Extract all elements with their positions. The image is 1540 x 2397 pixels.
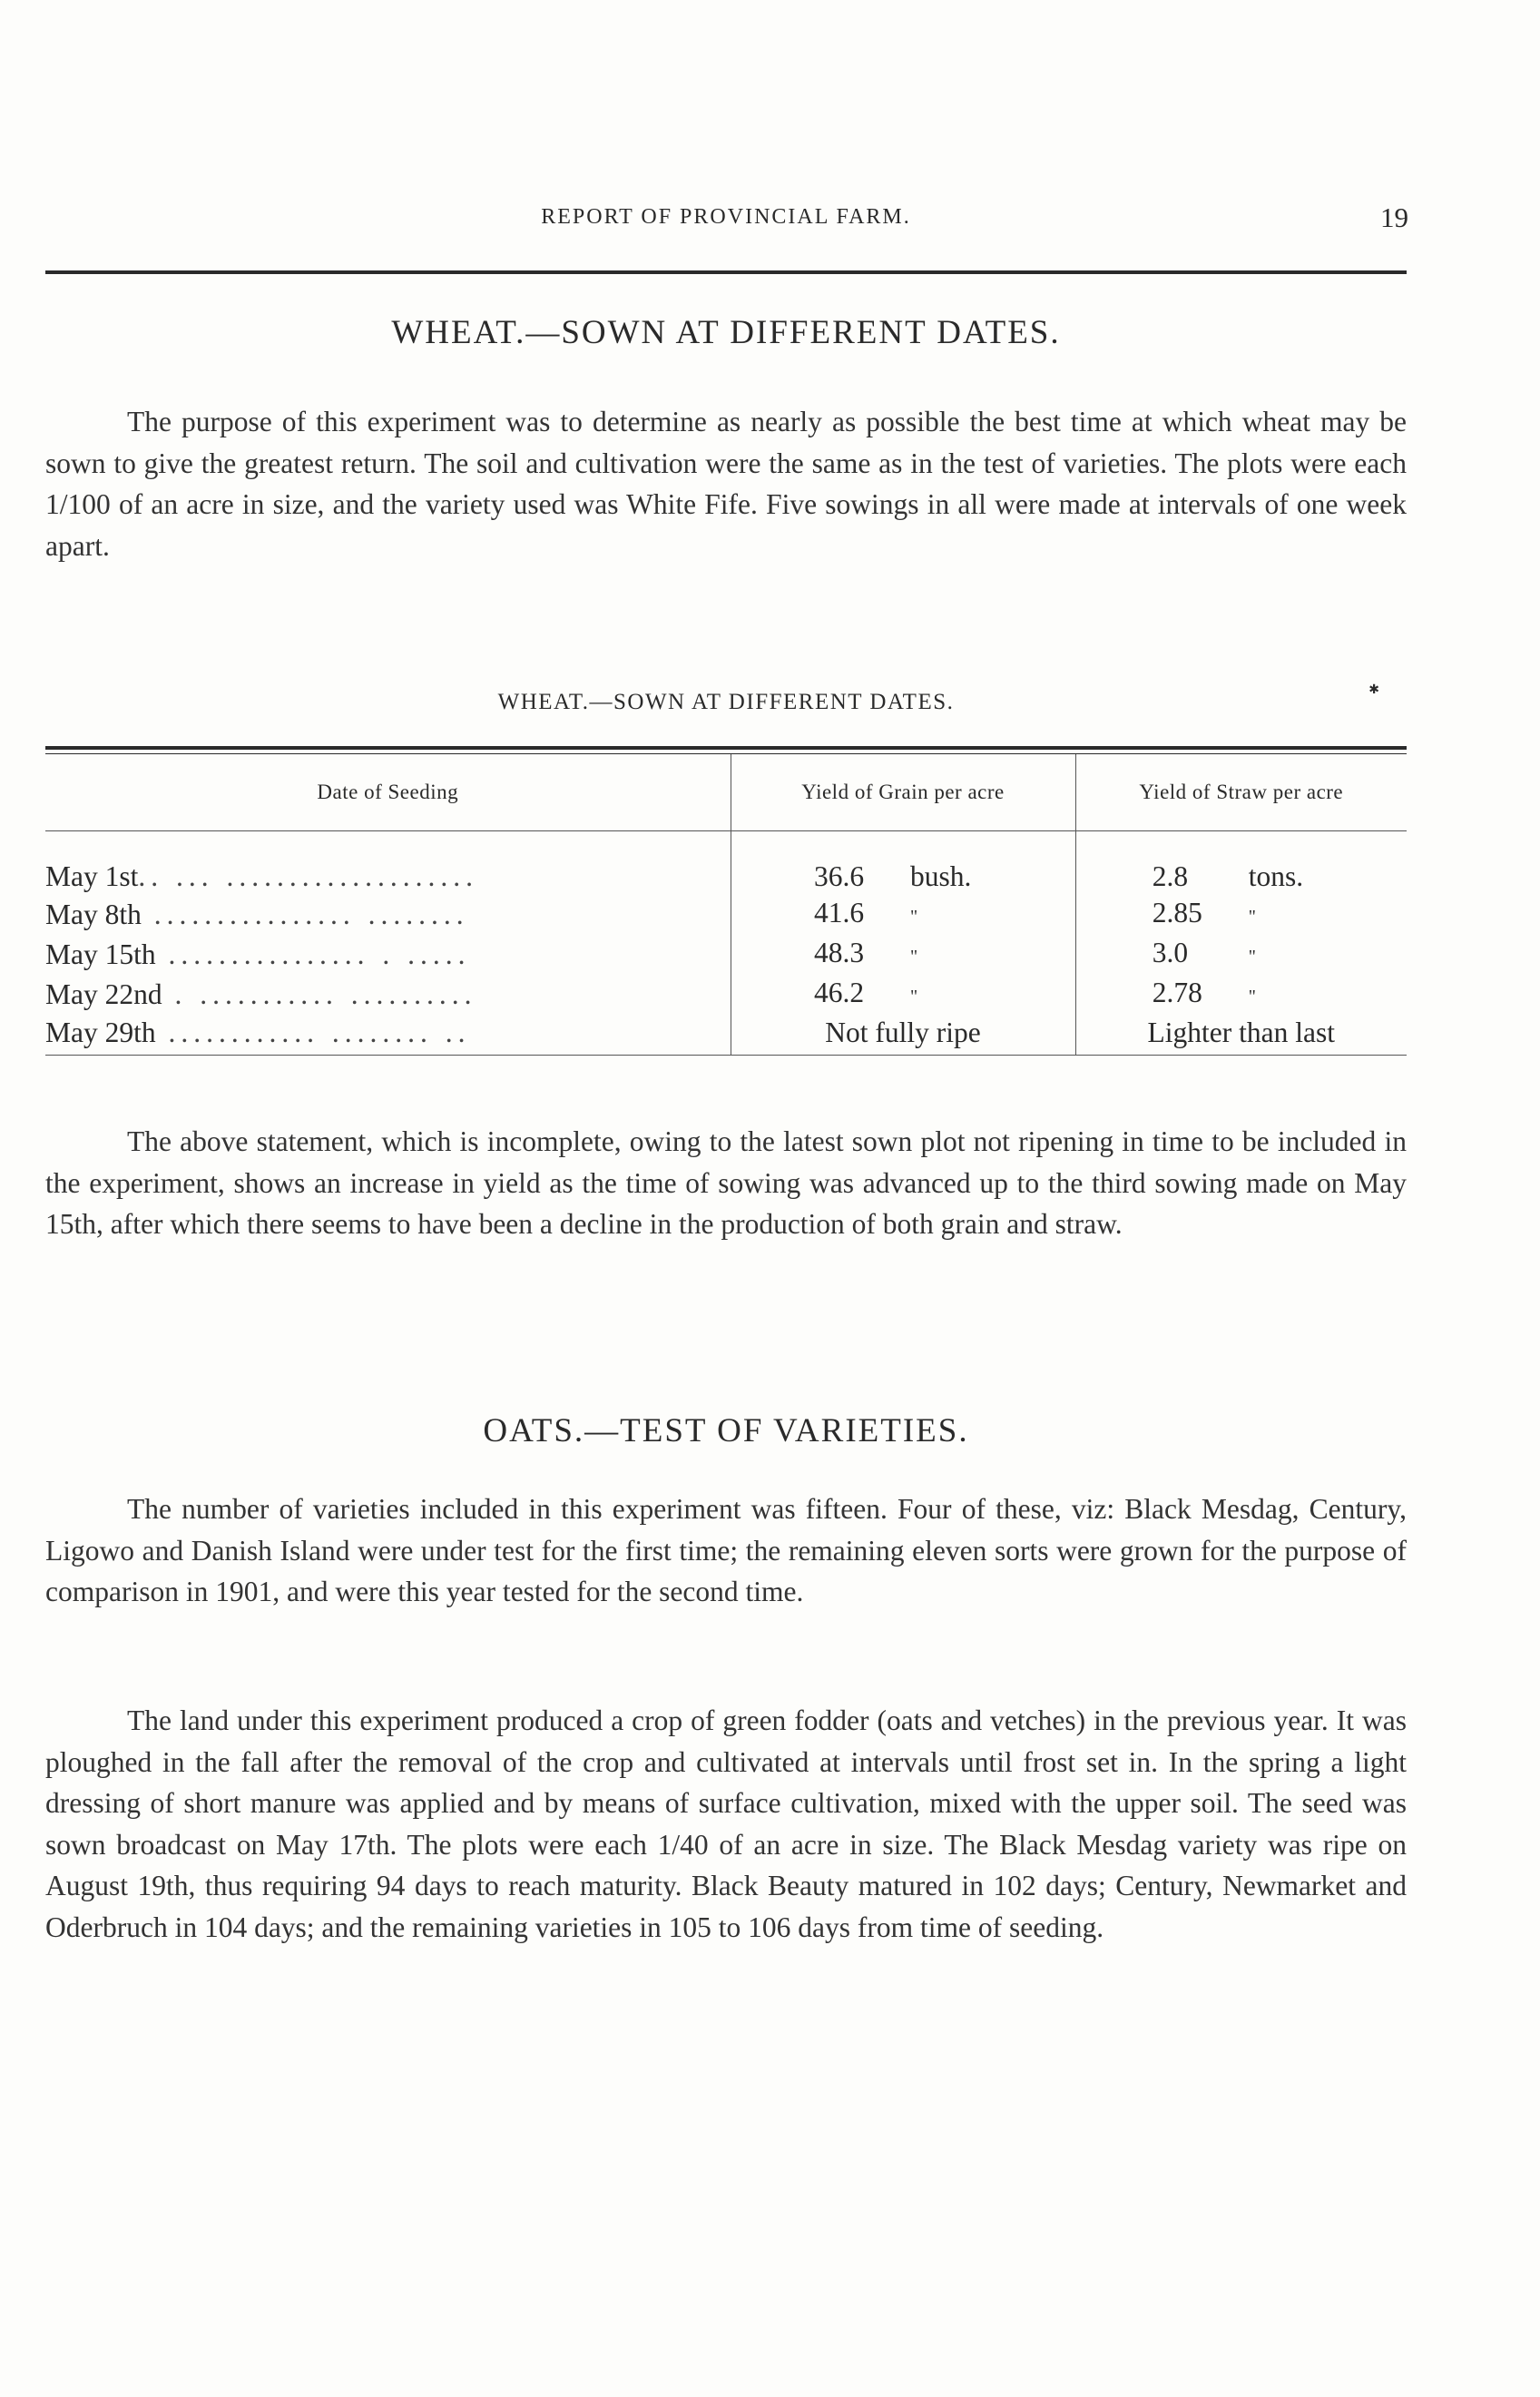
- cell-straw: 2.8: [1152, 860, 1189, 892]
- table-spacer-row: [45, 831, 1407, 860]
- dot-leader: . ........... ..........: [162, 978, 477, 1010]
- column-header-grain: Yield of Grain per acre: [731, 754, 1075, 831]
- cell-grain: 36.6: [814, 860, 865, 892]
- document-page: [45, 0, 1407, 2397]
- cell-grain-unit: bush.: [910, 860, 972, 892]
- section-title-wheat: WHEAT.—SOWN AT DIFFERENT DATES.: [391, 314, 1061, 351]
- cell-straw-unit: ": [1248, 907, 1256, 927]
- cell-straw-unit: ": [1248, 947, 1256, 967]
- cell-straw: 2.78: [1152, 977, 1202, 1008]
- table-title: WHEAT.—SOWN AT DIFFERENT DATES.: [497, 690, 955, 714]
- table-row: [45, 975, 1407, 1015]
- cell-date: May 1st: [45, 860, 139, 892]
- table-header-row: [45, 754, 1407, 831]
- cell-grain-unit: ": [910, 987, 918, 1007]
- dot-leader: ............ ........ ..: [155, 1017, 471, 1048]
- cell-date: May 8th: [45, 899, 142, 930]
- wheat-dates-table: [45, 746, 1407, 1056]
- cell-straw: Lighter than last: [1147, 1017, 1335, 1048]
- paragraph-oats-method: The land under this experiment produced a crop of green fodder (oats and vetches) in the previous year. It was ploughed in the fall after the removal of the crop and cultivated at intervals until frost set in. In the spring a light dressing of short manure was applied and by means of surface cultivation, mixed with the upper soil. The seed was sown broadcast on May 17th. The plots were each 1/40 of an acre in size. The Black Mesdag variety was ripe on August 19th, thus requiring 94 days to reach maturity. Black Beauty matured in 102 days; Century, Newmarket and Oderbruch in 104 days; and the remaining varieties in 105 to 106 days from time of seeding.: [45, 1704, 1407, 1943]
- running-title: REPORT OF PROVINCIAL FARM.: [541, 205, 911, 229]
- section-title-oats: OATS.—TEST OF VARIETIES.: [483, 1412, 969, 1449]
- table-top-rule: [45, 746, 1407, 750]
- cell-straw: 3.0: [1152, 937, 1189, 968]
- dot-leader: ................ . .....: [155, 938, 471, 970]
- page-number: 19: [1380, 201, 1408, 233]
- paragraph-wheat-summary: The above statement, which is incomplete, owing to the latest sown plot not ripening in time to be included in the experiment, shows an increase in yield as the time of sowing was advanced up to the third sowing made on May 15th, after which there seems to have been a decline in the production of both grain and straw.: [45, 1125, 1407, 1240]
- cell-grain-unit: ": [910, 907, 918, 927]
- cell-grain: 41.6: [814, 897, 865, 928]
- cell-grain: 46.2: [814, 977, 865, 1008]
- cell-grain: 48.3: [814, 937, 865, 968]
- cell-grain: Not fully ripe: [825, 1017, 981, 1048]
- stray-mark: ✱: [1368, 683, 1379, 697]
- cell-straw-unit: tons.: [1248, 860, 1304, 892]
- dot-leader: .. ... ....................: [138, 860, 478, 892]
- column-header-straw: Yield of Straw per acre: [1075, 754, 1407, 831]
- table-row: [45, 1015, 1407, 1056]
- table-row: [45, 859, 1407, 895]
- cell-grain-unit: ": [910, 947, 918, 967]
- cell-straw-unit: ": [1248, 987, 1256, 1007]
- running-header: [45, 201, 1407, 238]
- header-rule: [45, 270, 1407, 274]
- cell-straw: 2.85: [1152, 897, 1202, 928]
- table-row: [45, 935, 1407, 975]
- cell-date: May 22nd: [45, 978, 162, 1010]
- column-header-date: Date of Seeding: [45, 754, 731, 831]
- paragraph-oats-varieties: The number of varieties included in this experiment was fifteen. Four of these, viz: Black Mesdag, Century, Ligowo and Danish Island were under test for the first time; the remaining eleven sorts were grown for the purpose of comparison in 1901, and were this year tested for the second time.: [45, 1493, 1407, 1607]
- table-row: [45, 895, 1407, 935]
- paragraph-wheat-intro: The purpose of this experiment was to determine as nearly as possible the best time at which wheat may be sown to give the greatest return. The soil and cultivation were the same as in the test of varieties. The plots were each 1/100 of an acre in size, and the variety used was White Fife. Five sowings in all were made at intervals of one week apart.: [45, 406, 1407, 562]
- cell-date: May 29th: [45, 1017, 156, 1048]
- dot-leader: ................ ........: [141, 899, 469, 930]
- cell-date: May 15th: [45, 938, 156, 970]
